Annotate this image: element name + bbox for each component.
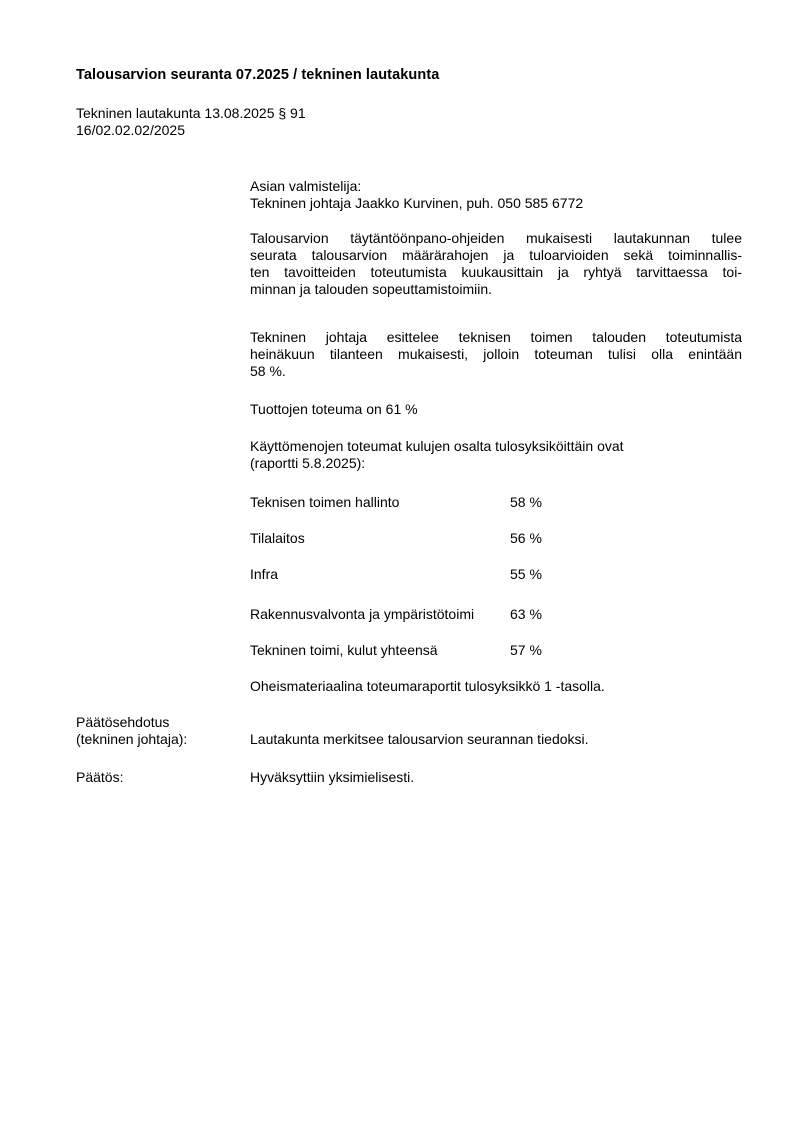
- paragraph-line: heinäkuun tilanteen mukaisesti, jolloin toteuman tulisi olla enintään: [250, 346, 742, 362]
- paragraph-line: Talousarvion täytäntöönpano-ohjeiden mukaisesti lautakunnan tulee: [250, 230, 742, 246]
- unit-label: Infra: [250, 566, 279, 582]
- unit-value: 63 %: [510, 606, 542, 622]
- unit-value: 56 %: [510, 530, 542, 546]
- paragraph-july-status: [250, 329, 742, 380]
- attachment-note: Oheismateriaalina toteumaraportit tulosyksikkö 1 -tasolla.: [250, 678, 605, 694]
- unit-label: Rakennusvalvonta ja ympäristötoimi: [250, 606, 475, 622]
- proposal-label-line2: (tekninen johtaja):: [76, 731, 188, 747]
- expenses-intro: [250, 438, 742, 472]
- paragraph-line: (raportti 5.8.2025):: [250, 455, 366, 471]
- paragraph-line: 58 %.: [250, 363, 286, 379]
- proposal-text: Lautakunta merkitsee talousarvion seurannan tiedoksi.: [250, 731, 589, 747]
- unit-label: Teknisen toimen hallinto: [250, 494, 400, 510]
- paragraph-line: minnan ja talouden sopeuttamistoimiin.: [250, 281, 493, 297]
- paragraph-line: Käyttömenojen toteumat kulujen osalta tulosyksiköittäin ovat: [250, 438, 624, 454]
- paragraph-line: Tekninen johtaja esittelee teknisen toimen talouden toteutumista: [250, 329, 742, 345]
- proposal-label-line1: Päätösehdotus: [76, 714, 170, 730]
- unit-value: 55 %: [510, 566, 542, 582]
- committee-date-line: Tekninen lautakunta 13.08.2025 § 91: [76, 105, 306, 121]
- preparer-label: Asian valmistelija:: [250, 178, 362, 194]
- decision-text: Hyväksyttiin yksimielisesti.: [250, 769, 415, 785]
- case-number-line: 16/02.02.02/2025: [76, 122, 185, 138]
- unit-label: Tekninen toimi, kulut yhteensä: [250, 642, 438, 658]
- paragraph-budget-rules: [250, 230, 742, 298]
- paragraph-line: ten tavoitteiden toteutumista kuukausittain ja ryhtyä tarvittaessa toi-: [250, 264, 742, 280]
- unit-value: 58 %: [510, 494, 542, 510]
- decision-label: Päätös:: [76, 769, 124, 785]
- paragraph-line: seurata talousarvion määrärahojen ja tuloarvioiden sekä toiminnallis-: [250, 247, 742, 263]
- document-title: Talousarvion seuranta 07.2025 / tekninen lautakunta: [76, 67, 440, 83]
- income-realization-line: Tuottojen toteuma on 61 %: [250, 401, 418, 417]
- unit-value: 57 %: [510, 642, 542, 658]
- unit-label: Tilalaitos: [250, 530, 305, 546]
- preparer-name: Tekninen johtaja Jaakko Kurvinen, puh. 050 585 6772: [250, 195, 584, 211]
